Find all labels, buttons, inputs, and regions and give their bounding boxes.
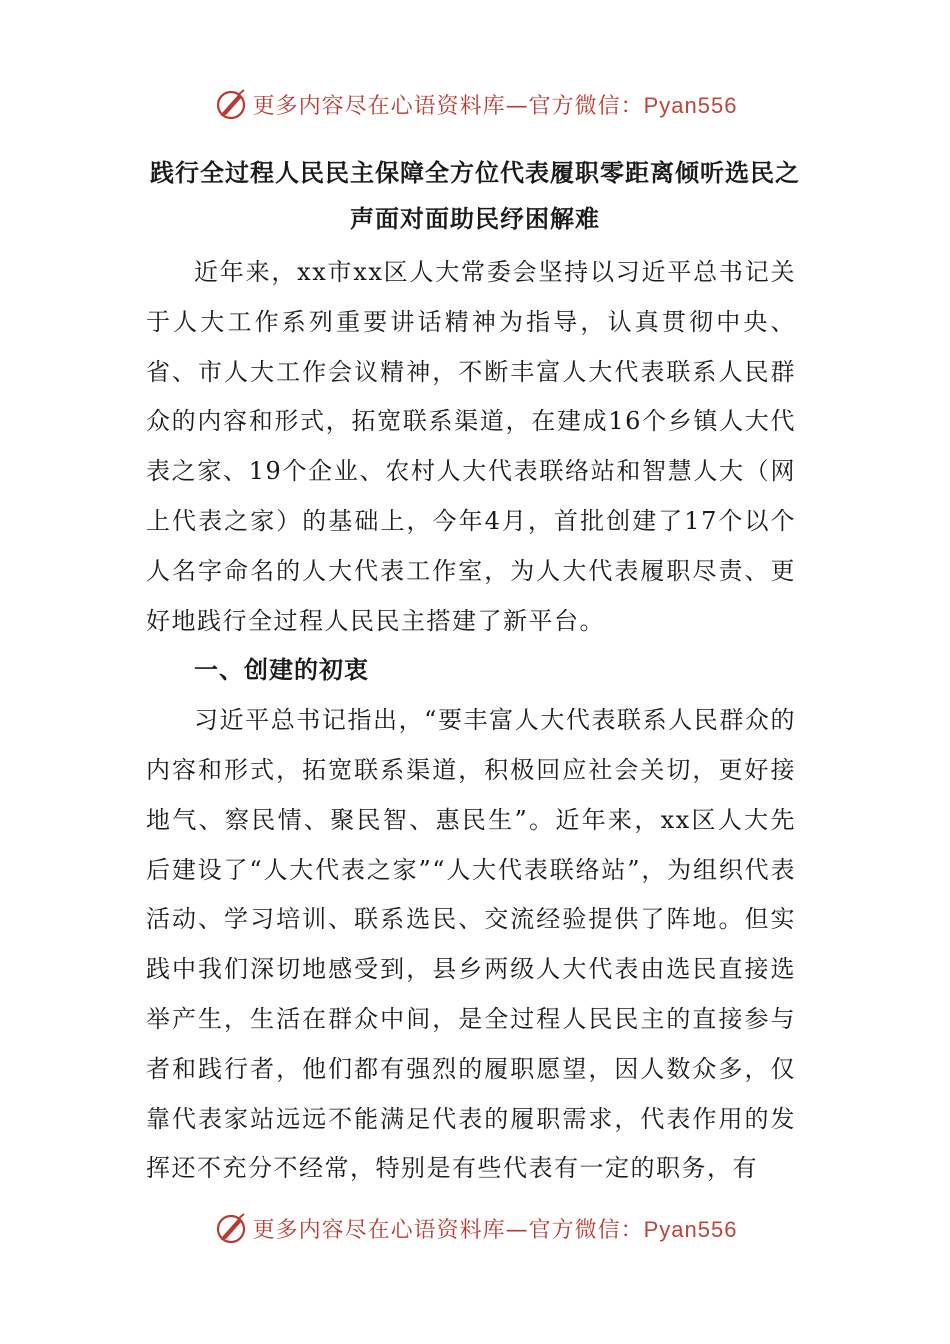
header-watermark-banner (0, 82, 950, 126)
document-body (146, 248, 796, 1194)
intro-paragraph: 近年来，xx市xx区人大常委会坚持以习近平总书记关于人大工作系列重要讲话精神为指导，认真贯彻中央、省、市人大工作会议精神，不断丰富人大代表联系人民群众的内容和形式，拓宽联系渠道，在建成16个乡镇人大代表之家、19个企业、农村人大代表联络站和智慧人大（网上代表之家）的基础上，今年4月，首批创建了17个以个人名字命名的人大代表工作室，为人大代表履职尽责、更好地践行全过程人民民主搭建了新平台。 (146, 258, 796, 635)
footer-watermark-text: 更多内容尽在心语资料库—官方微信：Pyan556 (252, 1216, 738, 1243)
footer-watermark-banner (0, 1206, 950, 1250)
quill-pen-icon (213, 86, 249, 122)
section-paragraph: 习近平总书记指出，“要丰富人大代表联系人民群众的内容和形式，拓宽联系渠道，积极回应社会关切，更好接地气、察民情、聚民智、惠民生”。近年来，xx区人大先后建设了“人大代表之家”“人大代表联络站”，为组织代表活动、学习培训、联系选民、交流经验提供了阵地。但实践中我们深切地感受到，县乡两级人大代表由选民直接选举产生，生活在群众中间，是全过程人民民主的直接参与者和践行者，他们都有强烈的履职愿望，因人数众多，仅靠代表家站远远不能满足代表的履职需求，代表作用的发挥还不充分不经常，特别是有些代表有一定的职务，有 (146, 706, 796, 1183)
header-wechat-handle: Pyan556 (643, 92, 738, 118)
section-heading: 一、创建的初衷 (194, 656, 369, 685)
footer-wechat-handle: Pyan556 (643, 1216, 738, 1242)
header-watermark-text: 更多内容尽在心语资料库—官方微信：Pyan556 (252, 92, 738, 119)
quill-pen-icon (213, 1210, 249, 1246)
document-title: 践行全过程人民民主保障全方位代表履职零距离倾听选民之声面对面助民纾困解难 (150, 159, 800, 233)
